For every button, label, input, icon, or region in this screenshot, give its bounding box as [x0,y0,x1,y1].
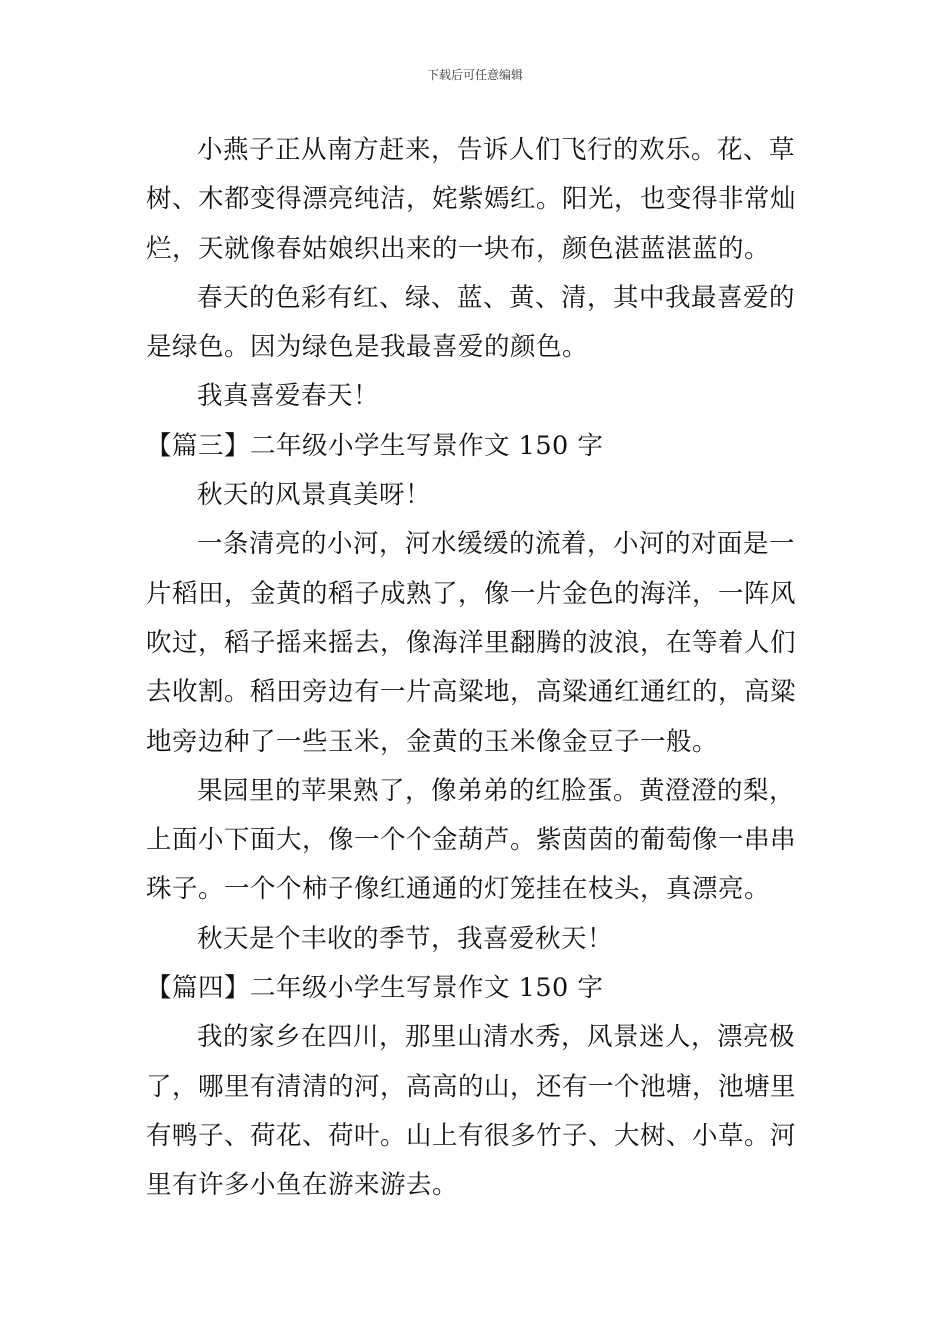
section-heading: 【篇三】二年级小学生写景作文 150 字 [146,430,604,461]
text-line: 是绿色。因为绿色是我最喜爱的颜色。 [146,332,589,363]
section-heading: 【篇四】二年级小学生写景作文 150 字 [146,973,604,1004]
page-header-note: 下载后可任意编辑 [426,68,523,82]
text-line: 吹过，稻子摇来摇去，像海洋里翻腾的波浪，在等着人们 [146,627,797,658]
text-line: 有鸭子、荷花、荷叶。山上有很多竹子、大树、小草。河 [146,1120,797,1151]
text-line: 片稻田，金黄的稻子成熟了，像一片金色的海洋，一阵风 [146,578,797,609]
text-line: 去收割。稻田旁边有一片高粱地，高粱通红通红的，高粱 [146,677,797,708]
document-body [146,126,808,1211]
text-line: 小燕子正从南方赶来，告诉人们飞行的欢乐。花、草 [197,135,796,165]
text-line: 上面小下面大，像一个个金葫芦。紫茵茵的葡萄像一串串 [146,825,797,856]
text-line: 我的家乡在四川，那里山清水秀，风景迷人，漂亮极 [197,1022,796,1053]
text-line: 果园里的苹果熟了，像弟弟的红脸蛋。黄澄澄的梨， [197,775,796,806]
text-line: 一条清亮的小河，河水缓缓的流着，小河的对面是一 [197,529,796,560]
text-line: 秋天的风景真美呀！ [197,480,432,511]
text-line: 烂，天就像春姑娘织出来的一块布，颜色湛蓝湛蓝的。 [146,233,771,264]
text-line: 春天的色彩有红、绿、蓝、黄、清，其中我最喜爱的 [197,282,796,313]
text-line: 我真喜爱春天！ [197,381,380,412]
text-line: 珠子。一个个柿子像红通通的灯笼挂在枝头，真漂亮。 [146,874,771,905]
text-line: 里有许多小鱼在游来游去。 [146,1170,459,1201]
text-line: 树、木都变得漂亮纯洁，姹紫嫣红。阳光，也变得非常灿 [146,184,797,215]
text-line: 地旁边种了一些玉米，金黄的玉米像金豆子一般。 [146,726,719,757]
text-line: 了，哪里有清清的河，高高的山，还有一个池塘，池塘里 [146,1071,797,1102]
text-line: 秋天是个丰收的季节，我喜爱秋天！ [197,923,614,954]
